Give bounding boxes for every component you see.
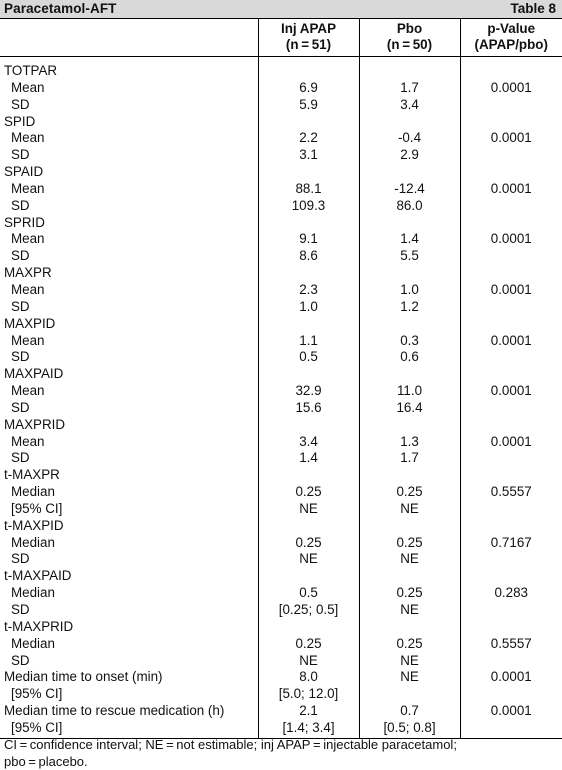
row-label: Mean (11, 231, 45, 247)
cell-pbo (359, 518, 460, 535)
cell-pbo (359, 568, 460, 585)
row-label: MAXPAID (4, 366, 64, 382)
table-row (0, 720, 562, 739)
cell-p-value (460, 198, 562, 215)
cell-p-value: 0.0001 (460, 333, 562, 350)
cell-p-value (460, 248, 562, 265)
table-body (0, 57, 562, 739)
row-label: SPAID (4, 164, 44, 180)
cell-pbo (359, 467, 460, 484)
footnote-line: pbo = placebo. (4, 753, 88, 769)
table-row (0, 686, 562, 703)
column-header-line: Inj APAP (280, 21, 337, 36)
cell-inj-apap: 1.1 (258, 333, 359, 350)
cell-p-value: 0.0001 (460, 181, 562, 198)
cell-pbo: NE (359, 653, 460, 670)
row-label: [95% CI] (11, 500, 63, 516)
cell-pbo: 0.25 (359, 484, 460, 501)
column-header-label (0, 19, 258, 57)
row-label: Median (11, 635, 55, 651)
row-label: Median (11, 534, 55, 550)
table-row (0, 653, 562, 670)
cell-pbo (359, 215, 460, 232)
table-row (0, 535, 562, 552)
table-row (0, 181, 562, 198)
cell-p-value: 0.0001 (460, 282, 562, 299)
cell-inj-apap: 1.4 (258, 450, 359, 467)
table-header-bar (0, 0, 562, 19)
cell-inj-apap: 3.4 (258, 434, 359, 451)
table-row (0, 366, 562, 383)
cell-inj-apap: 0.25 (258, 484, 359, 501)
row-label: Mean (11, 281, 45, 297)
cell-p-value (460, 602, 562, 619)
table-row (0, 265, 562, 282)
cell-pbo (359, 63, 460, 80)
cell-pbo: 1.3 (359, 434, 460, 451)
table-row (0, 703, 562, 720)
cell-pbo (359, 417, 460, 434)
table-row (0, 636, 562, 653)
table-row (0, 383, 562, 400)
cell-inj-apap (258, 114, 359, 131)
table-row (0, 619, 562, 636)
table-row (0, 97, 562, 114)
table-row (0, 130, 562, 147)
row-label: Mean (11, 180, 45, 196)
cell-inj-apap (258, 467, 359, 484)
cell-pbo: 3.4 (359, 97, 460, 114)
table-row (0, 282, 562, 299)
cell-inj-apap: 5.9 (258, 97, 359, 114)
cell-pbo: 0.25 (359, 636, 460, 653)
cell-inj-apap: 8.6 (258, 248, 359, 265)
cell-pbo: 5.5 (359, 248, 460, 265)
row-label: Mean (11, 332, 45, 348)
cell-pbo (359, 619, 460, 636)
row-label: [95% CI] (11, 686, 63, 702)
cell-pbo: 11.0 (359, 383, 460, 400)
cell-pbo: 1.7 (359, 450, 460, 467)
cell-inj-apap: [1.4; 3.4] (258, 720, 359, 739)
row-label: SD (11, 147, 30, 163)
cell-p-value: 0.7167 (460, 535, 562, 552)
table-row (0, 231, 562, 248)
cell-p-value (460, 417, 562, 434)
cell-inj-apap (258, 164, 359, 181)
cell-p-value: 0.0001 (460, 80, 562, 97)
row-label: Median time to onset (min) (4, 669, 163, 685)
cell-pbo: -0.4 (359, 130, 460, 147)
cell-inj-apap (258, 366, 359, 383)
table-row (0, 333, 562, 350)
column-header-line: (n = 50) (386, 37, 433, 52)
cell-pbo: 1.2 (359, 299, 460, 316)
cell-pbo: 1.7 (359, 80, 460, 97)
cell-p-value (460, 450, 562, 467)
cell-inj-apap: 0.25 (258, 636, 359, 653)
cell-p-value (460, 467, 562, 484)
row-label: t-MAXPAID (4, 568, 72, 584)
row-label: [95% CI] (0, 720, 258, 739)
row-label: TOTPAR (4, 63, 58, 78)
cell-inj-apap: 0.5 (258, 585, 359, 602)
column-header-line: Pbo (396, 21, 423, 36)
cell-pbo: 16.4 (359, 400, 460, 417)
cell-p-value: 0.0001 (460, 434, 562, 451)
cell-pbo (359, 366, 460, 383)
cell-inj-apap: 2.2 (258, 130, 359, 147)
cell-p-value (460, 316, 562, 333)
cell-pbo: NE (359, 501, 460, 518)
cell-inj-apap (258, 215, 359, 232)
cell-p-value: 0.283 (460, 585, 562, 602)
row-label: SD (11, 248, 30, 264)
cell-p-value (460, 63, 562, 80)
cell-inj-apap: 109.3 (258, 198, 359, 215)
cell-pbo (359, 316, 460, 333)
row-label: Mean (11, 383, 45, 399)
table-row (0, 417, 562, 434)
cell-p-value (460, 720, 562, 739)
cell-inj-apap: NE (258, 653, 359, 670)
table-row (0, 114, 562, 131)
cell-p-value (460, 653, 562, 670)
cell-p-value (460, 215, 562, 232)
column-header-inj-apap (258, 19, 359, 57)
cell-p-value: 0.0001 (460, 383, 562, 400)
cell-inj-apap (258, 619, 359, 636)
column-header-line: (APAP/pbo) (474, 37, 548, 52)
table-row (0, 551, 562, 568)
cell-p-value: 0.0001 (460, 231, 562, 248)
row-label: Mean (11, 433, 45, 449)
cell-inj-apap: 88.1 (258, 181, 359, 198)
cell-inj-apap: 0.5 (258, 349, 359, 366)
column-header-p-value (460, 19, 562, 57)
cell-pbo (359, 686, 460, 703)
cell-p-value: 0.0001 (460, 669, 562, 686)
cell-pbo (359, 114, 460, 131)
cell-pbo: 1.4 (359, 231, 460, 248)
table-title: Paracetamol-AFT (4, 1, 117, 16)
cell-inj-apap: 3.1 (258, 147, 359, 164)
table-row (0, 450, 562, 467)
table-row (0, 669, 562, 686)
cell-p-value: 0.0001 (460, 130, 562, 147)
row-label: SD (11, 602, 30, 617)
row-label: MAXPR (4, 265, 52, 281)
footnote-line: CI = confidence interval; NE = not estimable; inj APAP = injectable paracetamol; (4, 737, 457, 752)
cell-p-value (460, 97, 562, 114)
cell-inj-apap: [0.25; 0.5] (258, 602, 359, 619)
cell-inj-apap: 0.25 (258, 535, 359, 552)
cell-p-value (460, 299, 562, 316)
column-header-line: (n = 51) (285, 37, 332, 52)
cell-pbo: NE (359, 602, 460, 619)
cell-p-value (460, 147, 562, 164)
row-label: SD (11, 96, 30, 112)
cell-inj-apap: 15.6 (258, 400, 359, 417)
table-row (0, 568, 562, 585)
cell-inj-apap: 2.1 (258, 703, 359, 720)
row-label: MAXPID (4, 315, 56, 331)
table-row (0, 585, 562, 602)
cell-pbo: 0.7 (359, 703, 460, 720)
table-row (0, 400, 562, 417)
table-row (0, 467, 562, 484)
row-label: SD (11, 298, 30, 314)
row-label: Mean (11, 130, 45, 146)
cell-inj-apap (258, 417, 359, 434)
cell-pbo: 86.0 (359, 198, 460, 215)
cell-pbo: 0.25 (359, 535, 460, 552)
column-header-line: p-Value (487, 21, 536, 36)
cell-inj-apap (258, 568, 359, 585)
row-label: SD (11, 450, 30, 466)
row-label: Median time to rescue medication (h) (4, 703, 225, 719)
cell-p-value (460, 686, 562, 703)
cell-inj-apap: NE (258, 551, 359, 568)
table-row (0, 299, 562, 316)
cell-inj-apap: 9.1 (258, 231, 359, 248)
cell-inj-apap: 32.9 (258, 383, 359, 400)
cell-p-value: 0.0001 (460, 703, 562, 720)
cell-pbo: 1.0 (359, 282, 460, 299)
cell-pbo: NE (359, 669, 460, 686)
table-row (0, 248, 562, 265)
row-label: SPID (4, 113, 36, 129)
row-label: Median (11, 484, 55, 500)
cell-p-value (460, 568, 562, 585)
cell-p-value (460, 366, 562, 383)
table-footnote (4, 737, 558, 770)
cell-inj-apap: NE (258, 501, 359, 518)
cell-pbo: 0.3 (359, 333, 460, 350)
cell-p-value: 0.5557 (460, 484, 562, 501)
cell-inj-apap (258, 518, 359, 535)
table-row (0, 501, 562, 518)
table-row (0, 164, 562, 181)
cell-p-value (460, 619, 562, 636)
cell-p-value (460, 164, 562, 181)
row-label: SD (11, 399, 30, 415)
cell-p-value (460, 501, 562, 518)
cell-pbo: [0.5; 0.8] (359, 720, 460, 739)
table-row (0, 349, 562, 366)
cell-p-value (460, 114, 562, 131)
cell-inj-apap: 8.0 (258, 669, 359, 686)
table-row (0, 316, 562, 333)
column-header-row (0, 19, 562, 57)
column-header-pbo (359, 19, 460, 57)
table-row (0, 63, 562, 80)
cell-p-value (460, 349, 562, 366)
cell-p-value (460, 551, 562, 568)
cell-pbo (359, 164, 460, 181)
results-table (0, 19, 562, 739)
cell-p-value: 0.5557 (460, 636, 562, 653)
cell-inj-apap: 6.9 (258, 80, 359, 97)
cell-pbo: -12.4 (359, 181, 460, 198)
cell-p-value (460, 518, 562, 535)
row-label: SD (11, 197, 30, 213)
cell-inj-apap: [5.0; 12.0] (258, 686, 359, 703)
row-label: SD (11, 349, 30, 365)
cell-pbo: 0.25 (359, 585, 460, 602)
cell-pbo: 2.9 (359, 147, 460, 164)
cell-inj-apap: 2.3 (258, 282, 359, 299)
row-label: SD (11, 652, 30, 668)
cell-inj-apap: 1.0 (258, 299, 359, 316)
cell-inj-apap (258, 265, 359, 282)
cell-p-value (460, 400, 562, 417)
row-label: t-MAXPID (4, 517, 64, 533)
table-row (0, 602, 562, 619)
row-label: MAXPRID (4, 416, 66, 432)
table-row (0, 215, 562, 232)
table-row (0, 198, 562, 215)
cell-inj-apap (258, 63, 359, 80)
cell-pbo (359, 265, 460, 282)
row-label: t-MAXPRID (4, 618, 74, 634)
cell-p-value (460, 265, 562, 282)
cell-pbo: NE (359, 551, 460, 568)
row-label: SD (11, 551, 30, 567)
table-row (0, 484, 562, 501)
table-row (0, 434, 562, 451)
row-label: SPRID (4, 214, 45, 230)
cell-pbo: 0.6 (359, 349, 460, 366)
table-row (0, 147, 562, 164)
table-row (0, 518, 562, 535)
row-label: Mean (11, 79, 45, 95)
cell-inj-apap (258, 316, 359, 333)
row-label: t-MAXPR (4, 467, 60, 483)
table-row (0, 80, 562, 97)
table-number: Table 8 (510, 1, 556, 16)
row-label: Median (11, 585, 55, 601)
